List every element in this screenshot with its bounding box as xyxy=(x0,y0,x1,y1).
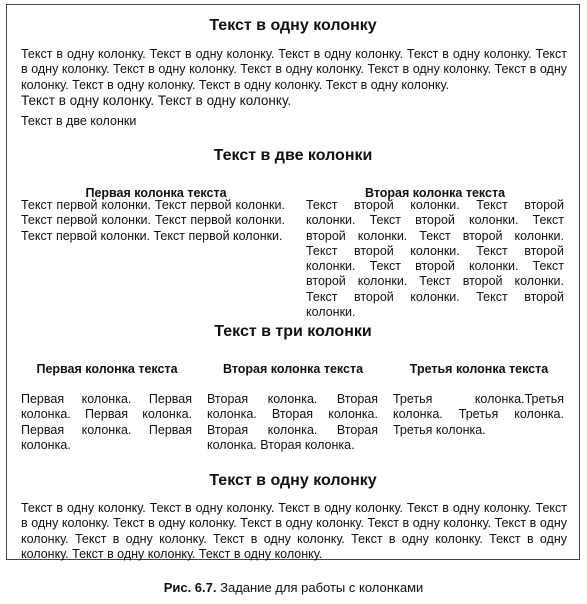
two-col-second-text: Текст второй колонки. Текст второй колонки. Текст второй колонки. Текст второй колонки. Текст второй колонки. Текст второй колонки. Текст второй колонки. Текст второй колонки. Текст второй колонки. Текст второй колонки. Текст второй колонки. Текст второй колонки. xyxy=(306,198,564,320)
section-title-one-column: Текст в одну колонку xyxy=(209,17,377,34)
figure-caption-text: Задание для работы с колонками xyxy=(216,580,424,595)
one-column-end-paragraph: Текст в одну колонку. Текст в одну колонку. Текст в одну колонку. Текст в одну колонку. Текст в одну колонку. Текст в одну колонку. Текст в одну колонку. Текст в одну колонку. Текст в одну колонку. Текст в одну колонку. Текст в одну колонку. Текст в одну колонку. Текст в одну колонку. Текст в одну колонку. Текст в одну колонку. xyxy=(21,501,567,561)
three-col-first-heading: Первая колонка текста xyxy=(36,362,178,376)
one-column-paragraph xyxy=(21,47,567,109)
page-frame xyxy=(6,4,580,560)
two-col-second-heading: Вторая колонка текста xyxy=(364,186,506,200)
three-col-second-heading: Вторая колонка текста xyxy=(222,362,364,376)
figure-caption xyxy=(0,580,587,596)
two-columns-note: Текст в две колонки xyxy=(21,114,137,128)
section-title-one-column-end: Текст в одну колонку xyxy=(209,472,377,489)
section-title-three-columns: Текст в три колонки xyxy=(214,323,372,340)
one-column-text: Текст в одну колонку. Текст в одну колонку. Текст в одну колонку. Текст в одну колонку. Текст в одну колонку. Текст в одну колонку. Текст в одну колонку. Текст в одну колонку. Текст в одну колонку. Текст в одну колонку. Текст в одну колонку. Текст в одну колонку. xyxy=(21,47,567,92)
two-col-first-text: Текст первой колонки. Текст первой колонки. Текст первой колонки. Текст первой колонки. Текст первой колонки. Текст первой колонки. xyxy=(21,198,285,243)
one-column-last-line: Текст в одну колонку. Текст в одну колонку. xyxy=(21,92,292,108)
three-col-third-heading: Третья колонка текста xyxy=(409,362,549,376)
section-title-two-columns: Текст в две колонки xyxy=(213,147,373,164)
three-col-second-text: Вторая колонка. Вторая колонка. Вторая колонка. Вторая колонка. Вторая колонка. Вторая колонка. xyxy=(207,392,378,452)
figure-number: Рис. 6.7. xyxy=(163,580,217,595)
two-col-first-heading: Первая колонка текста xyxy=(85,186,227,200)
three-col-first-text: Первая колонка. Первая колонка. Первая колонка. Первая колонка. Первая колонка. xyxy=(21,392,192,452)
three-col-third-text: Третья колонка.Третья колонка. Третья колонка. Третья колонка. xyxy=(393,392,564,437)
